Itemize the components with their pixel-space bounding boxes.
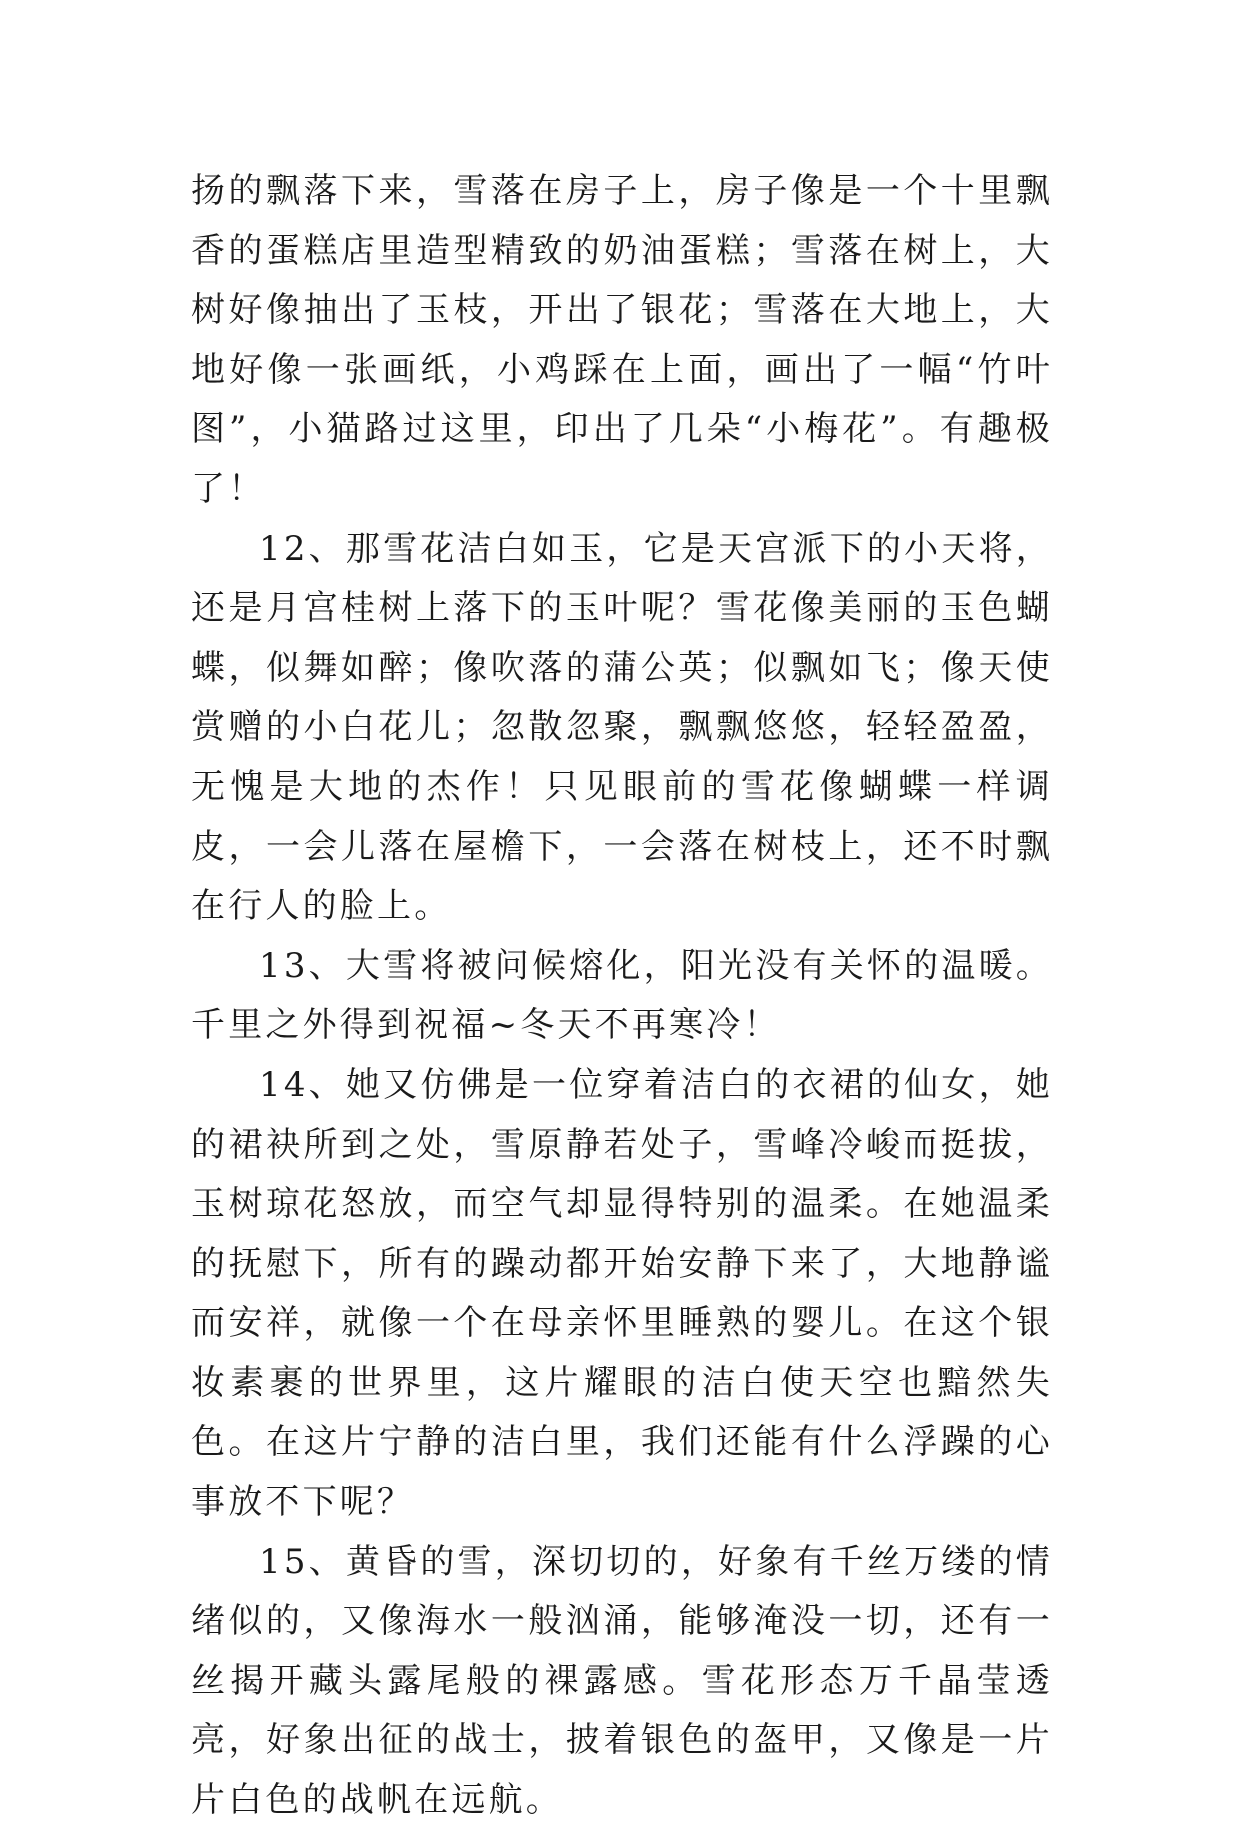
paragraph-13: 13、大雪将被问候熔化，阳光没有关怀的温暖。千里之外得到祝福~冬天不再寒冷！ [191, 945, 1053, 1046]
paragraph-15: 15、黄昏的雪，深切切的，好象有千丝万缕的情绪似的，又像海水一般汹涌，能够淹没一切，还有一丝揭开藏头露尾般的裸露感。雪花形态万千晶莹透亮，好象出征的战士，披着银色的盔甲，又像是一片片白色的战帆在远航。 [191, 1541, 1053, 1821]
document-page [191, 162, 1053, 1831]
paragraph-14: 14、她又仿佛是一位穿着洁白的衣裙的仙女，她的裙袂所到之处，雪原静若处子，雪峰冷峻而挺拔，玉树琼花怒放，而空气却显得特别的温柔。在她温柔的抚慰下，所有的躁动都开始安静下来了，大地静谧而安祥，就像一个在母亲怀里睡熟的婴儿。在这个银妆素裹的世界里，这片耀眼的洁白使天空也黯然失色。在这片宁静的洁白里，我们还能有什么浮躁的心事放不下呢？ [191, 1064, 1053, 1523]
paragraph-continuation: 扬的飘落下来，雪落在房子上，房子像是一个十里飘香的蛋糕店里造型精致的奶油蛋糕；雪落在树上，大树好像抽出了玉枝，开出了银花；雪落在大地上，大地好像一张画纸，小鸡踩在上面，画出了一幅“竹叶图”，小猫路过这里，印出了几朵“小梅花”。有趣极了！ [191, 171, 1053, 509]
paragraph-12: 12、那雪花洁白如玉，它是天宫派下的小天将，还是月宫桂树上落下的玉叶呢？雪花像美丽的玉色蝴蝶，似舞如醉；像吹落的蒲公英；似飘如飞；像天使赏赠的小白花儿；忽散忽聚，飘飘悠悠，轻轻盈盈，无愧是大地的杰作！只见眼前的雪花像蝴蝶一样调皮，一会儿落在屋檐下，一会落在树枝上，还不时飘在行人的脸上。 [191, 528, 1053, 927]
